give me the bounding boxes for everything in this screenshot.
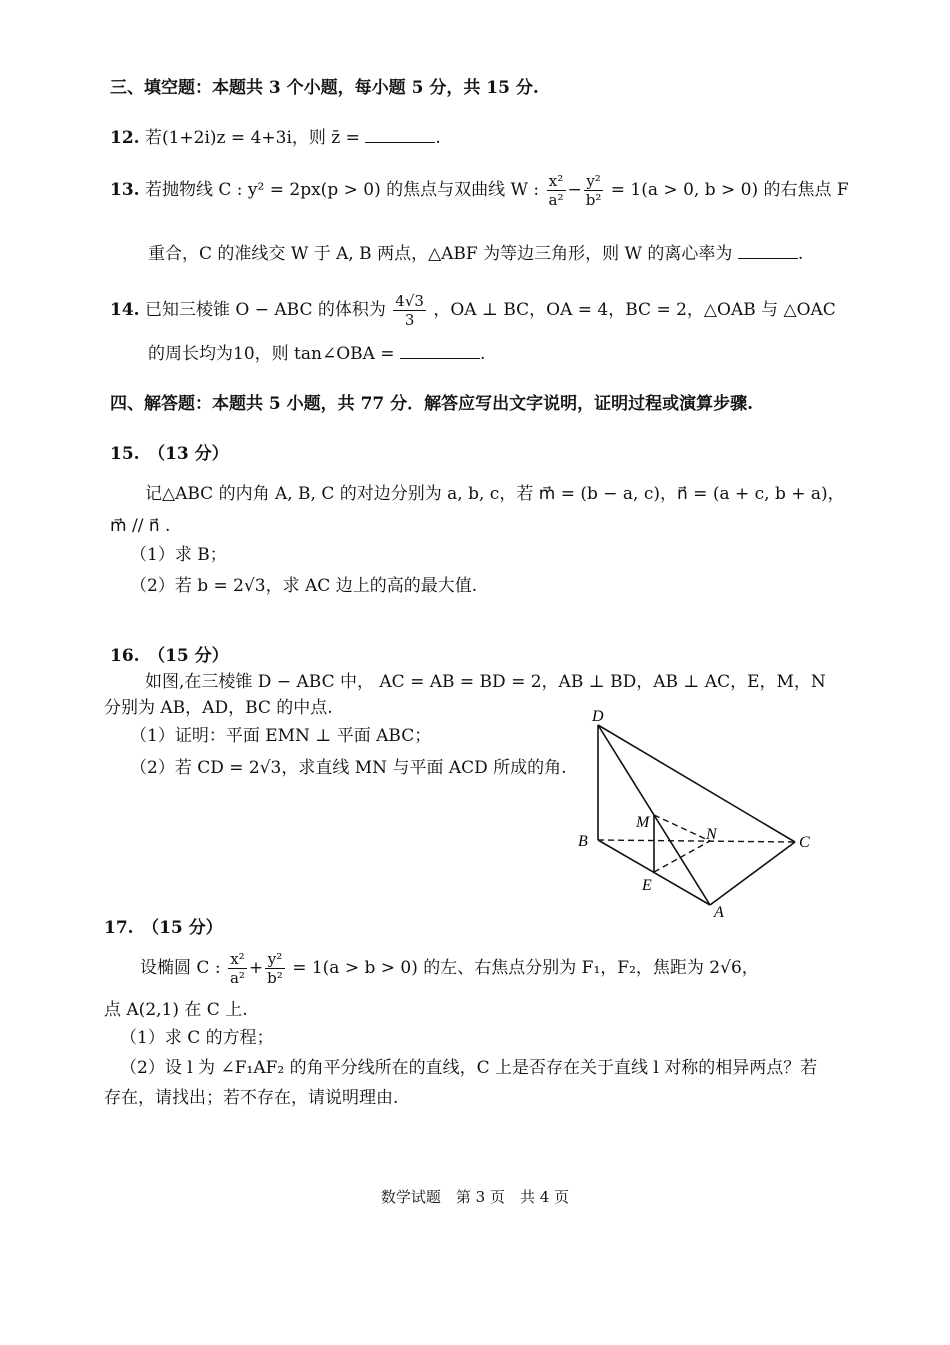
question-13-line2: 重合，C 的准线交 W 于 A, B 两点，△ABF 为等边三角形，则 W 的离心率为 . bbox=[148, 244, 804, 264]
answer-blank bbox=[365, 142, 435, 143]
label-D: D bbox=[592, 708, 604, 725]
fraction-denominator: a² bbox=[229, 969, 245, 987]
label-C: C bbox=[799, 834, 810, 851]
fraction-y2-b2 bbox=[584, 172, 604, 209]
edge-DC bbox=[598, 725, 795, 842]
answer-blank bbox=[738, 258, 798, 259]
question-number: 12. bbox=[110, 128, 140, 148]
question-13: 13. 若抛物线 C : y² = 2px(p > 0) 的焦点与双曲线 W : $\frac{\text{x²}}{\text{a²}}$ − $\frac{\text{y²}}{\text{b²}}$ = 1(a > 0, b > 0) 的右焦点 F bbox=[110, 172, 849, 209]
question-14 bbox=[110, 292, 836, 329]
segment-EN-hidden bbox=[654, 841, 710, 872]
section4-header: 四、解答题：本题共 5 小题，共 77 分．解答应写出文字说明，证明过程或演算步骤. bbox=[110, 394, 754, 414]
fraction-numerator: y² bbox=[265, 950, 285, 969]
question-text-post: ，OA ⊥ BC，OA = 4，BC = 2，△OAB 与 △OAC bbox=[433, 300, 836, 320]
question-number: 14. bbox=[110, 300, 140, 320]
question-text: 若(1+2i)z = 4+3i，则 z̄ = bbox=[144, 128, 360, 148]
question-17-part2: （2）设 l 为 ∠F₁AF₂ 的角平分线所在的直线，C 上是否存在关于直线 l 对称的相异两点？若 bbox=[120, 1058, 818, 1078]
question-15-title: 15. （13 分） bbox=[110, 444, 229, 464]
fraction-denominator: b² bbox=[267, 969, 283, 987]
label-E: E bbox=[642, 877, 652, 894]
question-12: 12. 若(1+2i)z = 4+3i，则 z̄ = . bbox=[110, 128, 441, 148]
tetrahedron-figure bbox=[570, 705, 830, 925]
fraction-numerator: 4√3 bbox=[395, 292, 424, 310]
question-number: 13. bbox=[110, 180, 140, 200]
label-N: N bbox=[706, 826, 717, 843]
fraction-numerator: x² bbox=[547, 172, 566, 191]
edge-BC-hidden bbox=[598, 840, 795, 842]
fraction-denominator: b² bbox=[585, 191, 602, 209]
question-text-post: = 1(a > b > 0) 的左、右焦点分别为 F₁，F₂，焦距为 2√6， bbox=[292, 958, 759, 978]
question-text-pre: 设椭圆 C : bbox=[140, 958, 221, 978]
question-16-line1: 如图,在三棱锥 D − ABC 中， AC = AB = BD = 2，AB ⊥ BD，AB ⊥ AC，E，M，N bbox=[145, 672, 826, 692]
answer-blank bbox=[400, 358, 480, 359]
fraction-volume bbox=[393, 292, 426, 329]
question-15-part1: （1）求 B； bbox=[130, 545, 227, 565]
question-15-part2: （2）若 b = 2√3，求 AC 边上的高的最大值. bbox=[130, 576, 478, 596]
figure-edges bbox=[598, 725, 795, 905]
fraction-x2-a2 bbox=[547, 172, 566, 209]
question-16-title: 16. （15 分） bbox=[110, 646, 229, 666]
fraction-denominator: 3 bbox=[404, 311, 415, 329]
question-text: 的周长均为10，则 tan∠OBA = bbox=[148, 344, 395, 364]
question-17-line1: 设椭圆 C : $\frac{\text{x²}}{\text{a²}}$ + $\frac{\text{y²}}{\text{b²}}$ = 1(a > b > 0) 的左、右焦点分别为 F₁，F₂，焦距为 2√6， bbox=[140, 950, 759, 987]
question-15-line2: m⃗ // n⃗ . bbox=[110, 516, 171, 536]
question-text-pre: 若抛物线 C : y² = 2px(p > 0) 的焦点与双曲线 W : bbox=[144, 180, 540, 200]
section3-header: 三、填空题：本题共 3 个小题，每小题 5 分，共 15 分. bbox=[110, 78, 539, 98]
question-17-part1: （1）求 C 的方程； bbox=[120, 1028, 274, 1048]
fraction-x2-a2 bbox=[228, 950, 247, 987]
label-A: A bbox=[714, 904, 724, 921]
label-M: M bbox=[636, 814, 650, 831]
question-17-line2: 点 A(2,1) 在 C 上. bbox=[104, 1000, 248, 1020]
label-B: B bbox=[578, 833, 588, 850]
question-text-pre: 已知三棱锥 O − ABC 的体积为 bbox=[144, 300, 386, 320]
question-15-line1: 记△ABC 的内角 A, B, C 的对边分别为 a, b, c，若 m⃗ = (b − a, c)，n⃗ = (a + c, b + a)， bbox=[145, 484, 845, 504]
question-17-part2-cont: 存在，请找出；若不存在，请说明理由. bbox=[104, 1088, 399, 1108]
fraction-numerator: y² bbox=[584, 172, 604, 191]
fraction-y2-b2 bbox=[265, 950, 285, 987]
fraction-numerator: x² bbox=[228, 950, 247, 969]
question-text: 重合，C 的准线交 W 于 A, B 两点，△ABF 为等边三角形，则 W 的离心率为 bbox=[148, 244, 733, 264]
question-16-part1: （1）证明：平面 EMN ⊥ 平面 ABC； bbox=[130, 726, 432, 746]
question-14-line2: 的周长均为10，则 tan∠OBA = . bbox=[148, 344, 486, 364]
question-16-line2: 分别为 AB，AD，BC 的中点. bbox=[104, 698, 333, 718]
question-17-title: 17. （15 分） bbox=[104, 918, 223, 938]
page-footer: 数学试题 第 3 页 共 4 页 bbox=[380, 1188, 570, 1206]
question-text-post: = 1(a > 0, b > 0) 的右焦点 F bbox=[610, 180, 849, 200]
fraction-denominator: a² bbox=[548, 191, 564, 209]
question-16-part2: （2）若 CD = 2√3，求直线 MN 与平面 ACD 所成的角. bbox=[130, 758, 567, 778]
edge-AC bbox=[710, 842, 795, 905]
